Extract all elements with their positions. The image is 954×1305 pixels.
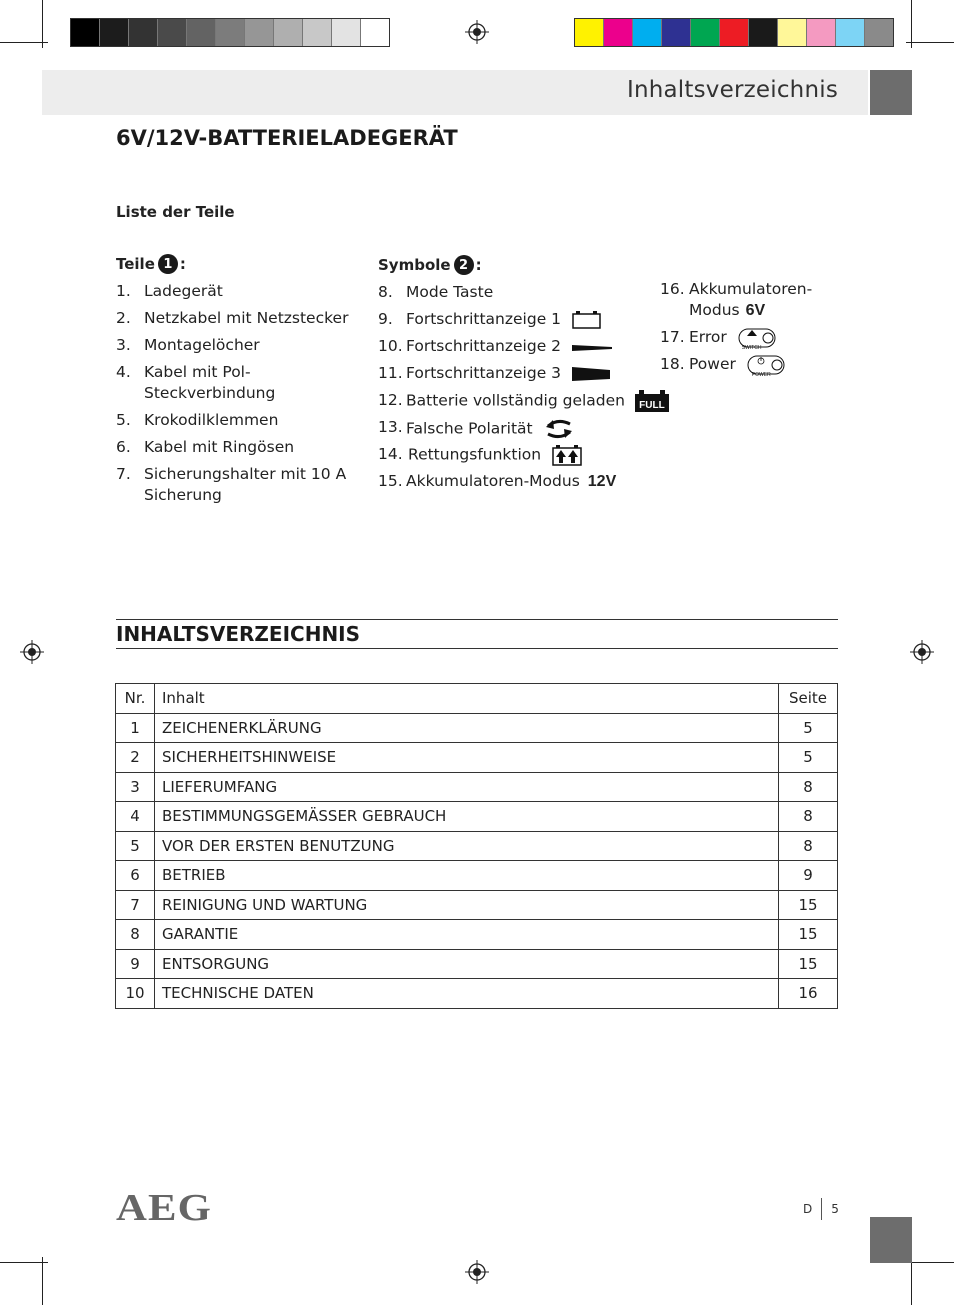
list-item: 12. Batterie vollständig geladen FULL — [378, 390, 663, 417]
crop-mark — [42, 1257, 43, 1305]
gray-swatch — [245, 19, 274, 46]
symbols-label: Symbole — [378, 256, 451, 274]
color-swatch — [865, 19, 893, 46]
toc-row-page: 15 — [779, 920, 838, 950]
parts-label: Teile — [116, 255, 155, 273]
toc-row-page: 8 — [779, 802, 838, 832]
toc-row-page: 8 — [779, 772, 838, 802]
toc-row-content: ZEICHENERKLÄRUNG — [155, 713, 779, 743]
list-item: 8. Mode Taste — [378, 283, 494, 301]
toc-row-number: 9 — [116, 949, 155, 979]
toc-row-number: 2 — [116, 743, 155, 773]
table-row — [116, 831, 838, 861]
toc-row-number: 10 — [116, 979, 155, 1009]
table-row — [116, 890, 838, 920]
list-item: 15. Akkumulatoren-Modus 12V — [378, 472, 617, 490]
table-row — [116, 713, 838, 743]
progress-bar-high-icon — [572, 366, 612, 382]
symbols-list — [378, 282, 663, 498]
toc-heading-block — [116, 619, 838, 649]
toc-row-page: 5 — [779, 743, 838, 773]
figure-number-badge: 1 — [158, 254, 178, 274]
list-item: 5. Krokodilklemmen — [116, 411, 279, 429]
list-item: 6. Kabel mit Ringösen — [116, 438, 295, 456]
toc-row-page: 9 — [779, 861, 838, 891]
toc-row-number: 7 — [116, 890, 155, 920]
gray-swatch — [187, 19, 216, 46]
header-tab — [870, 70, 912, 115]
toc-table — [115, 683, 838, 1009]
toc-row-number: 1 — [116, 713, 155, 743]
language-code: D — [803, 1202, 813, 1216]
list-item: 14. Rettungsfunktion — [378, 444, 663, 471]
list-item: 4. Kabel mit Pol- Steckverbindung — [116, 363, 276, 402]
parts-column-heading: Teile 1 : — [116, 255, 186, 273]
battery-full-icon: FULL — [635, 390, 669, 412]
gray-swatch — [361, 19, 389, 46]
color-swatch — [749, 19, 778, 46]
crop-mark — [0, 1262, 48, 1263]
parts-list-heading: Liste der Teile — [116, 203, 235, 221]
toc-row-content: TECHNISCHE DATEN — [155, 979, 779, 1009]
toc-row-content: BESTIMMUNGSGEMÄSSER GEBRAUCH — [155, 802, 779, 832]
color-swatch — [807, 19, 836, 46]
grayscale-calibration-bar — [70, 18, 390, 47]
page-number: 5 — [831, 1202, 839, 1216]
gray-swatch — [216, 19, 245, 46]
table-header-row — [116, 684, 838, 714]
page-footer — [803, 1198, 839, 1220]
toc-row-page: 8 — [779, 831, 838, 861]
toc-row-page: 15 — [779, 949, 838, 979]
parts-list — [116, 281, 356, 512]
table-row — [116, 949, 838, 979]
toc-row-content: GARANTIE — [155, 920, 779, 950]
toc-row-number: 6 — [116, 861, 155, 891]
toc-row-page: 15 — [779, 890, 838, 920]
column-header-nr: Nr. — [116, 684, 155, 714]
table-row — [116, 772, 838, 802]
crop-mark — [911, 1257, 912, 1305]
list-item: 7. Sicherungshalter mit 10 A Sicherung — [116, 465, 347, 504]
crop-mark — [0, 42, 48, 43]
color-calibration-bar — [574, 18, 894, 47]
toc-row-page: 5 — [779, 713, 838, 743]
toc-row-number: 4 — [116, 802, 155, 832]
document-title: 6V/12V-BATTERIELADEGERÄT — [116, 126, 458, 150]
registration-mark-icon — [465, 20, 489, 44]
color-swatch — [691, 19, 720, 46]
page-header-title: Inhaltsverzeichnis — [626, 77, 838, 103]
list-item: 17. Error SWITCH — [660, 327, 840, 354]
progress-bar-low-icon — [572, 341, 614, 353]
list-item: 3. Montagelöcher — [116, 336, 260, 354]
toc-row-content: SICHERHEITSHINWEISE — [155, 743, 779, 773]
crop-mark — [906, 1262, 954, 1263]
toc-row-content: ENTSORGUNG — [155, 949, 779, 979]
gray-swatch — [100, 19, 129, 46]
table-row — [116, 802, 838, 832]
gray-swatch — [71, 19, 100, 46]
table-row — [116, 743, 838, 773]
toc-row-content: BETRIEB — [155, 861, 779, 891]
list-item: 16. Akkumulatoren- Modus 6V — [660, 280, 813, 319]
color-swatch — [575, 19, 604, 46]
list-item: 13. Falsche Polarität — [378, 417, 663, 444]
table-row — [116, 979, 838, 1009]
list-item: 11. Fortschrittanzeige 3 — [378, 363, 663, 390]
color-swatch — [662, 19, 691, 46]
crop-mark — [906, 42, 954, 43]
color-swatch — [720, 19, 749, 46]
battery-outline-icon — [572, 310, 602, 330]
gray-swatch — [129, 19, 158, 46]
crop-mark — [42, 0, 43, 48]
registration-mark-icon — [20, 640, 44, 664]
color-swatch — [633, 19, 662, 46]
crop-mark — [911, 0, 912, 48]
toc-row-content: REINIGUNG UND WARTUNG — [155, 890, 779, 920]
aeg-logo — [116, 1190, 212, 1224]
table-row — [116, 861, 838, 891]
list-item: 10. Fortschrittanzeige 2 — [378, 336, 663, 363]
svg-text:AEG: AEG — [116, 1190, 212, 1224]
figure-number-badge: 2 — [454, 255, 474, 275]
list-item: 18. Power POWER — [660, 354, 840, 381]
color-swatch — [778, 19, 807, 46]
list-item: 9. Fortschrittanzeige 1 — [378, 309, 663, 336]
color-swatch — [836, 19, 865, 46]
toc-heading: INHALTSVERZEICHNIS — [116, 622, 361, 646]
registration-mark-icon — [910, 640, 934, 664]
list-item: 2. Netzkabel mit Netzstecker — [116, 309, 349, 327]
12v-mode-label: 12V — [587, 473, 617, 490]
toc-row-page: 16 — [779, 979, 838, 1009]
toc-row-content: VOR DER ERSTEN BENUTZUNG — [155, 831, 779, 861]
footer-divider — [821, 1198, 822, 1220]
color-swatch — [604, 19, 633, 46]
power-button-icon: POWER — [747, 355, 785, 375]
column-header-content: Inhalt — [155, 684, 779, 714]
toc-row-content: LIEFERUMFANG — [155, 772, 779, 802]
toc-row-number: 5 — [116, 831, 155, 861]
gray-swatch — [274, 19, 303, 46]
registration-mark-icon — [465, 1260, 489, 1284]
gray-swatch — [332, 19, 361, 46]
error-button-icon: SWITCH — [738, 328, 776, 348]
symbols-column-heading: Symbole 2 : — [378, 256, 482, 274]
table-row — [116, 920, 838, 950]
toc-row-number: 8 — [116, 920, 155, 950]
gray-swatch — [303, 19, 332, 46]
gray-swatch — [158, 19, 187, 46]
6v-mode-label: 6V — [745, 302, 766, 319]
footer-tab — [870, 1217, 912, 1263]
reverse-polarity-icon — [544, 417, 574, 441]
list-item: 1. Ladegerät — [116, 282, 223, 300]
rescue-function-icon — [552, 444, 582, 466]
symbols-list-continued — [660, 279, 840, 381]
column-header-page: Seite — [779, 684, 838, 714]
toc-row-number: 3 — [116, 772, 155, 802]
